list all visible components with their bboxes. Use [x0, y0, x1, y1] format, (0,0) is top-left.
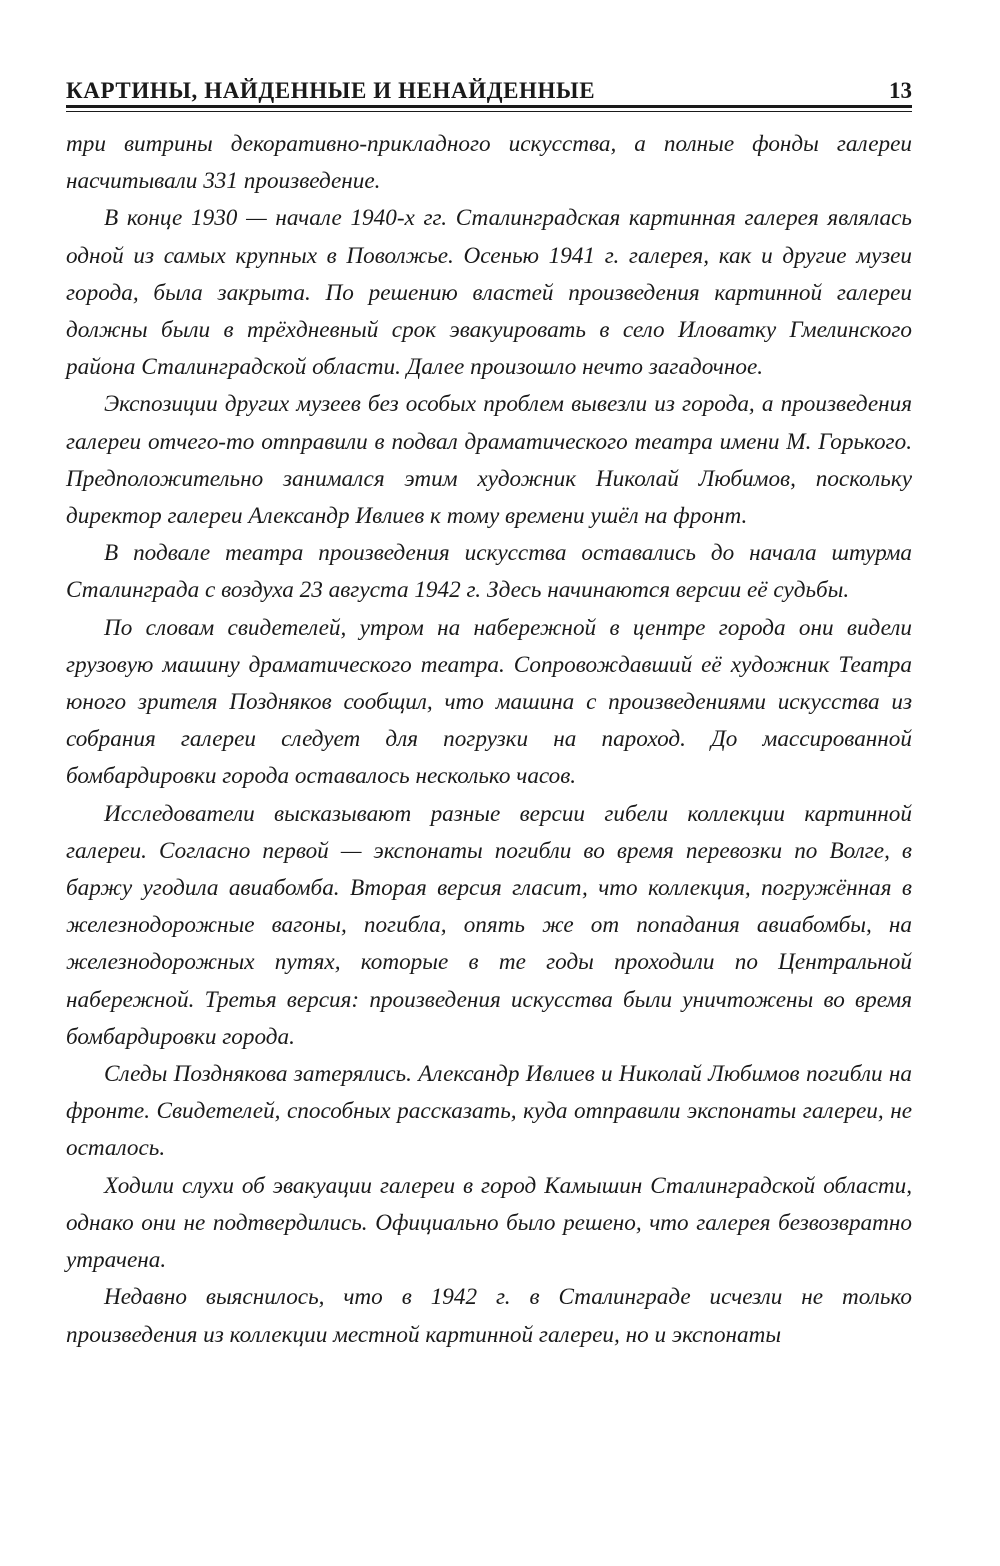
- paragraph: Следы Позднякова затерялись. Александр Ивлиев и Николай Любимов погибли на фронте. Свидетелей, способных рассказать, куда отправили экспонаты галереи, не осталось.: [66, 1061, 912, 1162]
- paragraph: По словам свидетелей, утром на набережной в центре города они видели грузовую машину драматического театра. Сопровождавший её художник Театра юного зрителя Поздняков сообщил, что машина с произведениями искусства из собрания галереи следует для погрузки на пароход. До массированной бомбардировки города оставалось несколько часов.: [66, 614, 912, 790]
- running-title: КАРТИНЫ, НАЙДЕННЫЕ И НЕНАЙДЕННЫЕ: [66, 78, 596, 103]
- paragraph: В подвале театра произведения искусства оставались до начала штурма Сталинграда с воздуха 23 августа 1942 г. Здесь начинаются версии её судьбы.: [66, 540, 912, 604]
- paragraph: Экспозиции других музеев без особых проблем вывезли из города, а произведения галереи отчего-то отправили в подвал драматического театра имени М. Горького. Предположительно занимался этим художник Николай Любимов, поскольку директор галереи Александр Ивлиев к тому времени ушёл на фронт.: [66, 391, 912, 530]
- paragraph: Недавно выяснилось, что в 1942 г. в Сталинграде исчезли не только произведения из коллекции местной картинной галереи, но и экспонаты: [66, 1284, 912, 1348]
- body-text: [66, 126, 912, 1354]
- header-rule-thin: [66, 111, 912, 112]
- paragraph: Исследователи высказывают разные версии гибели коллекции картинной галереи. Согласно первой — экспонаты погибли во время перевозки по Волге, в баржу угодила авиабомба. Вторая версия гласит, что коллекция, погружённая в железнодорожные вагоны, погибла, опять же от попадания авиабомбы, на железнодорожных путях, которые в те годы проходили по Центральной набережной. Третья версия: произведения искусства были уничтожены во время бомбардировки города.: [66, 800, 912, 1050]
- paragraph: В конце 1930 — начале 1940-х гг. Сталинградская картинная галерея являлась одной из самых крупных в Поволжье. Осенью 1941 г. галерея, как и другие музеи города, была закрыта. По решению властей произведения картинной галереи должны были в трёхдневный срок эвакуировать в село Иловатку Гмелинского района Сталинградской области. Далее произошло нечто загадочное.: [66, 205, 912, 381]
- paragraph: три витрины декоративно-прикладного искусства, а полные фонды галереи насчитывали 331 произведение.: [66, 131, 912, 195]
- page-number: 13: [889, 78, 912, 103]
- running-header: [66, 78, 912, 108]
- paragraph: Ходили слухи об эвакуации галереи в город Камышин Сталинградской области, однако они не подтвердились. Официально было решено, что галерея безвозвратно утрачена.: [66, 1172, 912, 1274]
- header-rule-thick: [66, 105, 912, 108]
